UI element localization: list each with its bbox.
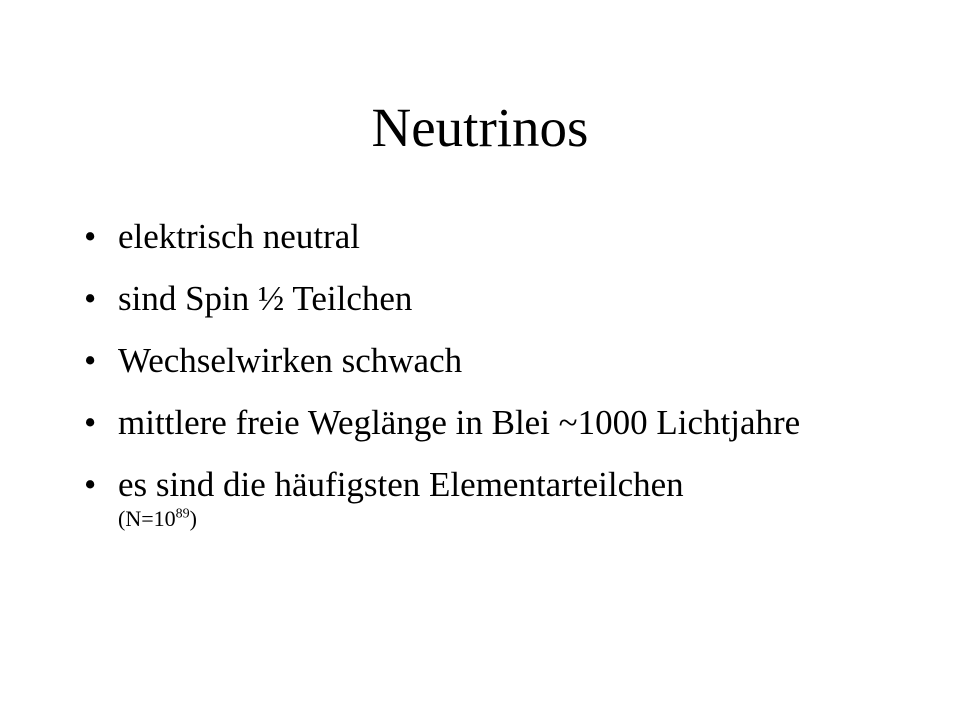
bullet-text: elektrisch neutral [118, 217, 360, 256]
bullet-marker: • [84, 279, 97, 318]
bullet-marker: • [84, 341, 97, 380]
bullet-item [84, 465, 904, 533]
bullet-text: es sind die häufigsten Elementarteilchen [118, 465, 684, 504]
footnote-prefix: (N=10 [118, 506, 176, 531]
footnote-suffix: ) [189, 506, 197, 531]
bullet-text: Wechselwirken schwach [118, 341, 463, 380]
bullet-marker: • [84, 217, 97, 256]
slide-title: Neutrinos [371, 97, 589, 158]
footnote [118, 505, 904, 533]
bullet-item [84, 279, 904, 319]
bullet-item [84, 341, 904, 381]
bullet-text: mittlere freie Weglänge in Blei ~1000 Lichtjahre [118, 403, 801, 442]
bullet-marker: • [84, 465, 97, 504]
footnote-exponent: 89 [175, 506, 190, 522]
bullet-marker: • [84, 403, 97, 442]
bullet-text: sind Spin ½ Teilchen [118, 279, 413, 318]
bullet-item [84, 217, 904, 257]
bullet-item [84, 403, 904, 443]
bullet-list [84, 217, 904, 555]
